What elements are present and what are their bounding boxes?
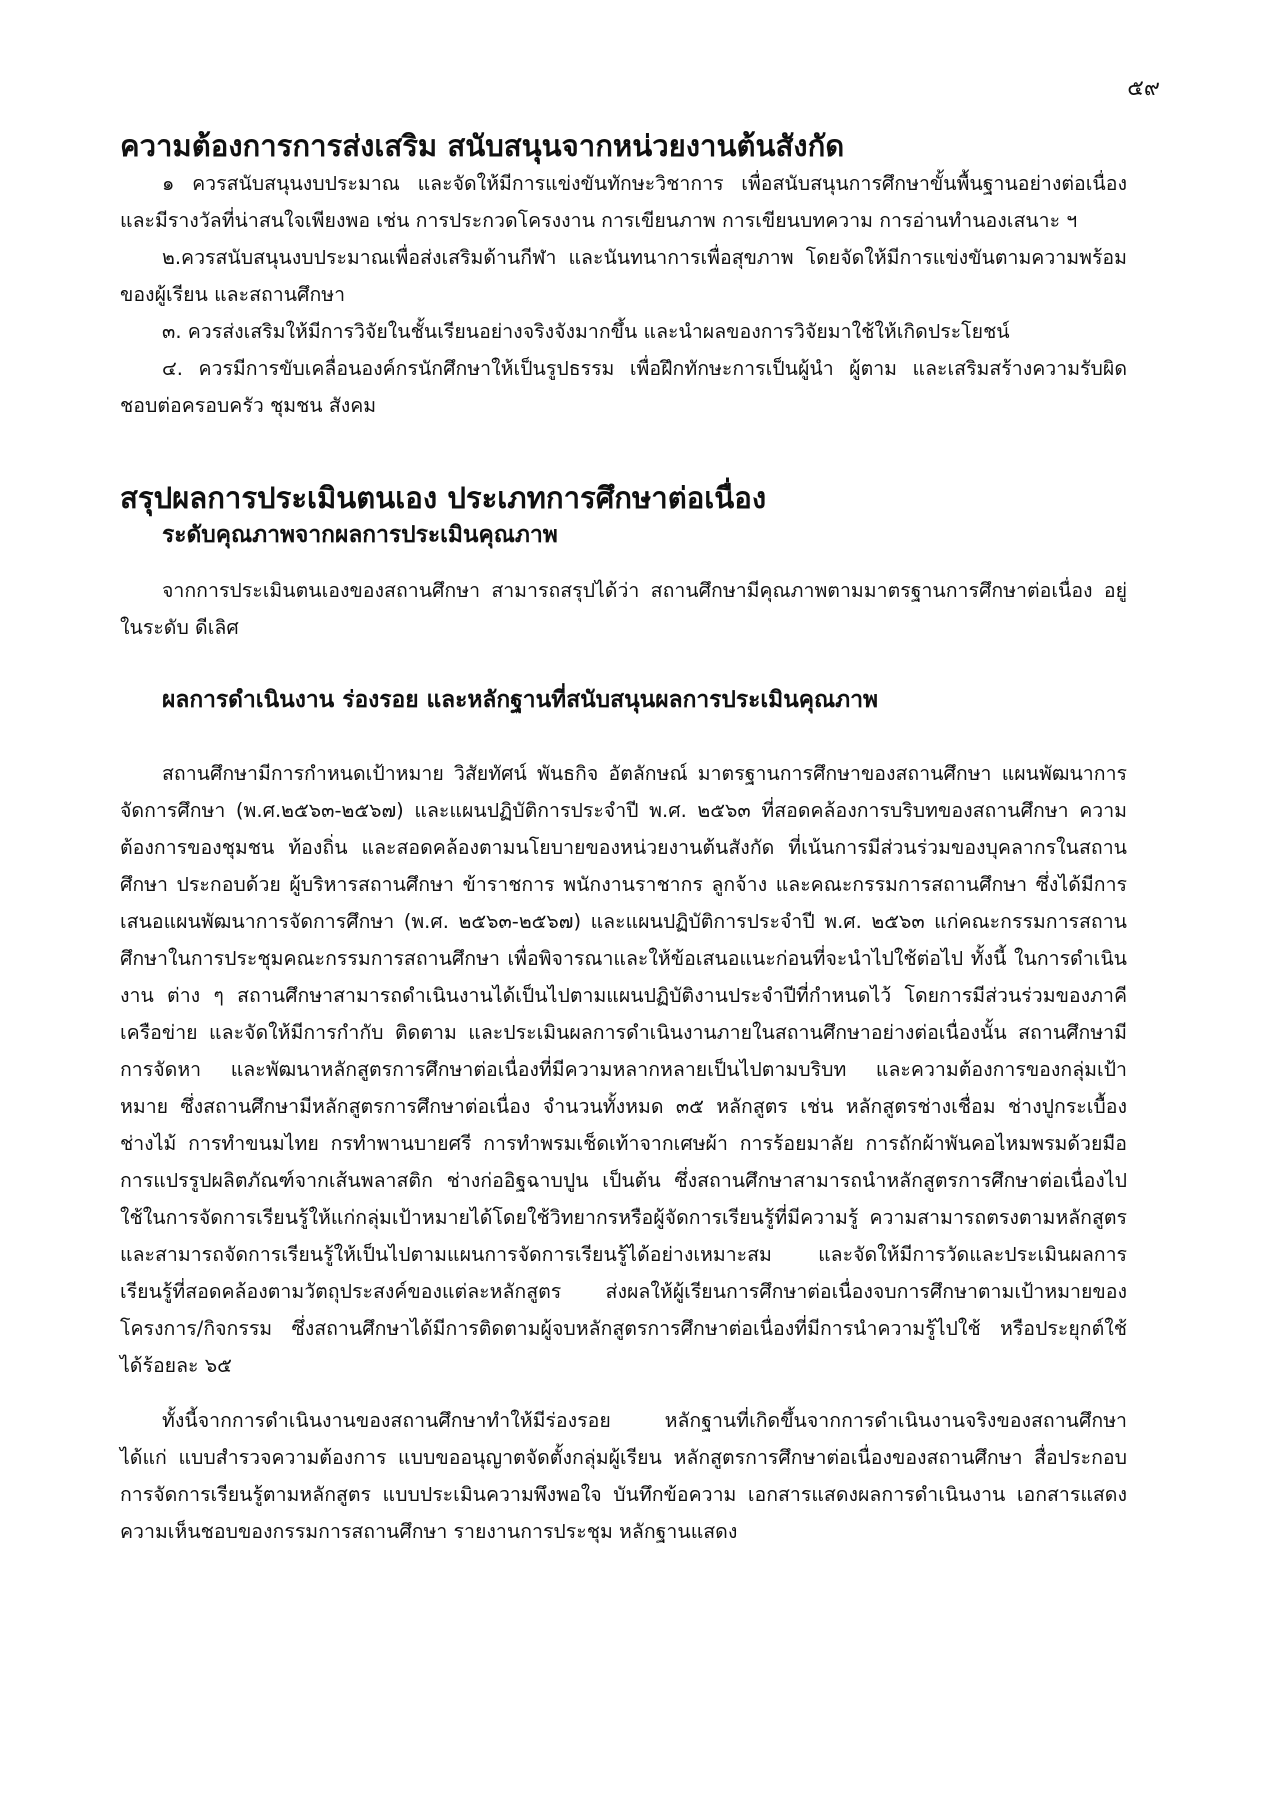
list-item: ๓. ควรส่งเสริมให้มีการวิจัยในชั้นเรียนอย่างจริงจังมากขึ้น และนำผลของการวิจัยมาใช้ให้เกิดประโยชน์ bbox=[162, 320, 1010, 343]
section-heading: ความต้องการการส่งเสริม สนับสนุนจากหน่วยงานต้นสังกัด bbox=[120, 129, 845, 163]
section-support-needs bbox=[120, 128, 1127, 424]
page-number: ๕๙ bbox=[1127, 76, 1160, 101]
section-heading: สรุปผลการประเมินตนเอง ประเภทการศึกษาต่อเนื่อง bbox=[120, 481, 767, 515]
section-results-evidence bbox=[120, 682, 1127, 1550]
list-item: ๑ ควรสนับสนุนงบประมาณ และจัดให้มีการแข่งขันทักษะวิชาการ เพื่อสนับสนุนการศึกษาขั้นพื้นฐานอย่างต่อเนื่อง และมีรางวัลที่น่าสนใจเพียงพอ เช่น การประกวดโครงงาน การเขียนภาพ การเขียนบทความ การอ่านทำนองเสนาะ ฯ bbox=[120, 172, 1127, 232]
paragraph: ทั้งนี้จากการดำเนินงานของสถานศึกษาทำให้มีร่องรอย หลักฐานที่เกิดขึ้นจากการดำเนินงานจริงของสถานศึกษา ได้แก่ แบบสำรวจความต้องการ แบบขออนุญาตจัดตั้งกลุ่มผู้เรียน หลักสูตรการศึกษาต่อเนื่องของสถานศึกษา สื่อประกอบการจัดการเรียนรู้ตามหลักสูตร แบบประเมินความพึงพอใจ บันทึกข้อความ เอกสารแสดงผลการดำเนินงาน เอกสารแสดงความเห็นชอบของกรรมการสถานศึกษา รายงานการประชุม หลักฐานแสดง bbox=[120, 1409, 1127, 1543]
paragraph: จากการประเมินตนเองของสถานศึกษา สามารถสรุปได้ว่า สถานศึกษามีคุณภาพตามมาตรฐานการศึกษาต่อเนื่อง อยู่ในระดับ ดีเลิศ bbox=[120, 579, 1127, 639]
section-subheading: ระดับคุณภาพจากผลการประเมินคุณภาพ bbox=[162, 522, 558, 548]
section-self-assessment-summary bbox=[120, 480, 1127, 646]
list-item: ๔. ควรมีการขับเคลื่อนองค์กรนักศึกษาให้เป็นรูปธรรม เพื่อฝึกทักษะการเป็นผู้นำ ผู้ตาม และเสริมสร้างความรับผิดชอบต่อครอบครัว ชุมชน สังคม bbox=[120, 357, 1127, 417]
list-item: ๒.ควรสนับสนุนงบประมาณเพื่อส่งเสริมด้านกีฬา และนันทนาการเพื่อสุขภาพ โดยจัดให้มีการแข่งขันตามความพร้อมของผู้เรียน และสถานศึกษา bbox=[120, 246, 1127, 306]
paragraph: สถานศึกษามีการกำหนดเป้าหมาย วิสัยทัศน์ พันธกิจ อัตลักษณ์ มาตรฐานการศึกษาของสถานศึกษา แผนพัฒนาการจัดการศึกษา (พ.ศ.๒๕๖๓-๒๕๖๗) และแผนปฏิบัติการประจำปี พ.ศ. ๒๕๖๓ ที่สอดคล้องการบริบทของสถานศึกษา ความต้องการของชุมชน ท้องถิ่น และสอดคล้องตามนโยบายของหน่วยงานต้นสังกัด ที่เน้นการมีส่วนร่วมของบุคลากรในสถานศึกษา ประกอบด้วย ผู้บริหารสถานศึกษา ข้าราชการ พนักงานราชากร ลูกจ้าง และคณะกรรมการสถานศึกษา ซึ่งได้มีการเสนอแผนพัฒนาการจัดการศึกษา (พ.ศ. ๒๕๖๓-๒๕๖๗) และแผนปฏิบัติการประจำปี พ.ศ. ๒๕๖๓ แก่คณะกรรมการสถานศึกษาในการประชุมคณะกรรมการสถานศึกษา เพื่อพิจารณาและให้ข้อเสนอแนะก่อนที่จะนำไปใช้ต่อไป ทั้งนี้ ในการดำเนินงาน ต่าง ๆ สถานศึกษาสามารถดำเนินงานได้เป็นไปตามแผนปฏิบัติงานประจำปีที่กำหนดไว้ โดยการมีส่วนร่วมของภาคีเครือข่าย และจัดให้มีการกำกับ ติดตาม และประเมินผลการดำเนินงานภายในสถานศึกษาอย่างต่อเนื่องนั้น สถานศึกษามีการจัดหา และพัฒนาหลักสูตรการศึกษาต่อเนื่องที่มีความหลากหลายเป็นไปตามบริบท และความต้องการของกลุ่มเป้าหมาย ซึ่งสถานศึกษามีหลักสูตรการศึกษาต่อเนื่อง จำนวนทั้งหมด ๓๕ หลักสูตร เช่น หลักสูตรช่างเชื่อม ช่างปูกระเบื้อง ช่างไม้ การทำขนมไทย กรทำพานบายศรี การทำพรมเช็ดเท้าจากเศษผ้า การร้อยมาลัย การถักผ้าพันคอไหมพรมด้วยมือ การแปรรูปผลิตภัณฑ์จากเส้นพลาสติก ช่างก่ออิฐฉาบปูน เป็นต้น ซึ่งสถานศึกษาสามารถนำหลักสูตรการศึกษาต่อเนื่องไปใช้ในการจัดการเรียนรู้ให้แก่กลุ่มเป้าหมายได้โดยใช้วิทยากรหรือผู้จัดการเรียนรู้ที่มีความรู้ ความสามารถตรงตามหลักสูตร และสามารถจัดการเรียนรู้ให้เป็นไปตามแผนการจัดการเรียนรู้ได้อย่างเหมาะสม และจัดให้มีการวัดและประเมินผลการเรียนรู้ที่สอดคล้องตามวัตถุประสงค์ของแต่ละหลักสูตร ส่งผลให้ผู้เรียนการศึกษาต่อเนื่องจบการศึกษาตามเป้าหมายของโครงการ/กิจกรรม ซึ่งสถานศึกษาได้มีการติดตามผู้จบหลักสูตรการศึกษาต่อเนื่องที่มีการนำความรู้ไปใช้ หรือประยุกต์ใช้ ได้ร้อยละ ๖๕ bbox=[120, 762, 1127, 1377]
section-heading: ผลการดำเนินงาน ร่องรอย และหลักฐานที่สนับสนุนผลการประเมินคุณภาพ bbox=[162, 687, 879, 713]
document-body bbox=[120, 128, 1127, 1550]
